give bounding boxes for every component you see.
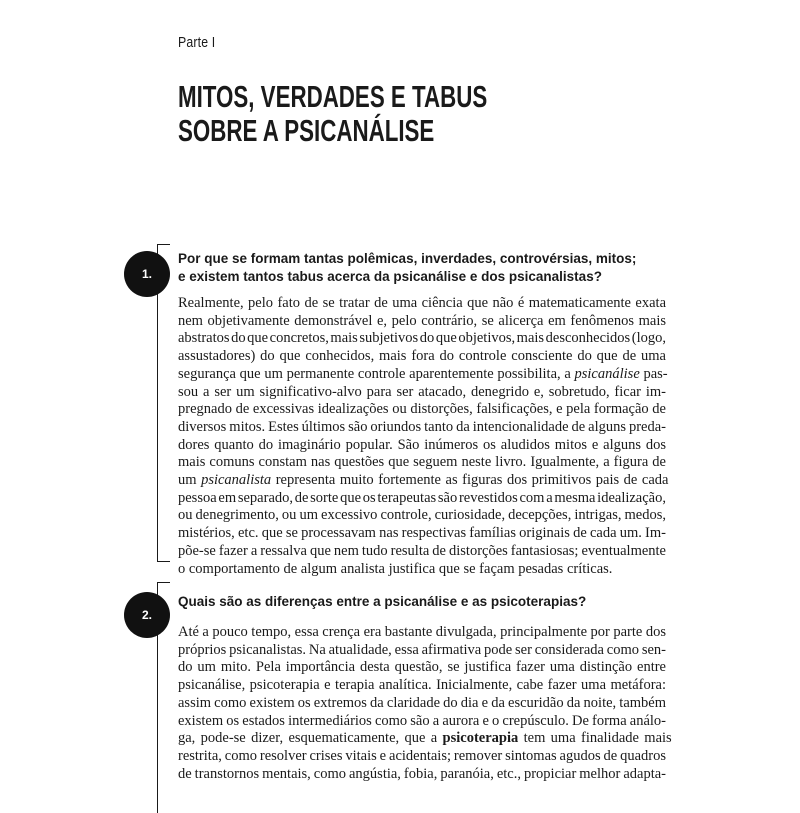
paragraph-line: pregnado de excessivas idealizações ou distorções, falsificações, e pela formação de [178, 401, 666, 418]
paragraph-line: existem os estados intermediários como são a aurora e o crepúsculo. De forma análo- [178, 712, 666, 729]
section-1-number-badge: 1. [124, 251, 170, 297]
paragraph-line: Realmente, pelo fato de se tratar de uma ciência que não é matematicamente exata [178, 295, 666, 311]
section-1-question-line: e existem tantos tabus acerca da psicanálise e dos psicanalistas? [178, 269, 602, 284]
paragraph-line: pessoa em separado, de sorte que os terapeutas são revestidos com a mesma idealização, [178, 489, 666, 506]
paragraph-line: diversos mitos. Estes últimos são oriundos tanto da intencionalidade de alguns preda- [178, 418, 666, 435]
paragraph-line: nem objetivamente demonstrável e, pelo contrário, se alicerça em fenômenos mais [178, 312, 666, 329]
chapter-title-line-2: SOBRE A PSICANÁLISE [178, 113, 435, 148]
paragraph-line: do um mito. Pela importância desta questão, se justifica fazer uma distinção entre [178, 659, 666, 676]
paragraph-line: segurança que um permanente controle aparentemente possibilita, a psicanálise pas- [178, 365, 668, 382]
paragraph-line: um psicanalista representa muito fortemente as figuras dos primitivos pais de cada [178, 472, 669, 489]
chapter-title [178, 80, 487, 148]
paragraph-line: abstratos do que concretos, mais subjetivos do que objetivos, mais desconhecidos (logo, [178, 330, 666, 347]
paragraph-line: sou a ser um significativo-alvo para ser atacado, denegrido e, sobretudo, ficar im- [178, 383, 666, 400]
section-1-question [178, 250, 648, 286]
section-2-question [178, 593, 648, 611]
section-1-question-line: Por que se formam tantas polêmicas, inverdades, controvérsias, mitos; [178, 251, 637, 266]
paragraph-line: dores quanto do imaginário popular. São inúmeros os aludidos mitos e alguns dos [178, 436, 666, 453]
chapter-title-line-1: MITOS, VERDADES E TABUS [178, 79, 488, 114]
emphasis-term: psicanalista [201, 472, 272, 489]
paragraph-line: assim como existem os extremos da claridade do dia e da escuridão da noite, também [178, 694, 666, 711]
paragraph-line: ga, pode-se dizer, esquematicamente, que a psicoterapia tem uma finalidade mais [178, 730, 672, 747]
section-2-paragraph [178, 624, 672, 783]
paragraph-line: psicanálise, psicoterapia e terapia analítica. Inicialmente, cabe fazer uma metáfora: [178, 677, 666, 694]
emphasis-term: psicoterapia [442, 730, 519, 747]
section-1-paragraph [178, 295, 669, 578]
paragraph-line: assustadores) do que conhecidos, mais fora do controle consciente do que de uma [178, 348, 666, 365]
part-label: Parte I [178, 34, 216, 51]
emphasis-term: psicanálise [574, 365, 640, 382]
paragraph-line: Até a pouco tempo, essa crença era bastante divulgada, principalmente por parte dos [178, 624, 666, 640]
section-2-question-line: Quais são as diferenças entre a psicanálise e as psicoterapias? [178, 594, 587, 609]
paragraph-line: próprios psicanalistas. Na atualidade, essa afirmativa pode ser considerada como sen- [178, 641, 666, 658]
section-2-number-badge: 2. [124, 592, 170, 638]
paragraph-line: mistérios, etc. que se processavam nas respectivas famílias originais de cada um. Im- [178, 525, 666, 542]
paragraph-line: ou denegrimento, ou um excessivo controle, curiosidade, decepções, intrigas, medos, [178, 507, 666, 524]
paragraph-line: de transtornos mentais, como angústia, fobia, paranóia, etc., propiciar melhor adapta- [178, 765, 666, 782]
paragraph-line: restrita, como resolver crises vitais e acidentais; remover sintomas agudos de quadros [178, 747, 666, 764]
paragraph-line: põe-se fazer a ressalva que nem tudo resulta de distorções fantasiosas; eventualmente [178, 542, 666, 559]
paragraph-line: o comportamento de algum analista justifica que se façam pesadas críticas. [178, 560, 613, 577]
paragraph-line: mais comuns constam nas questões que seguem neste livro. Igualmente, a figura de [178, 454, 666, 471]
